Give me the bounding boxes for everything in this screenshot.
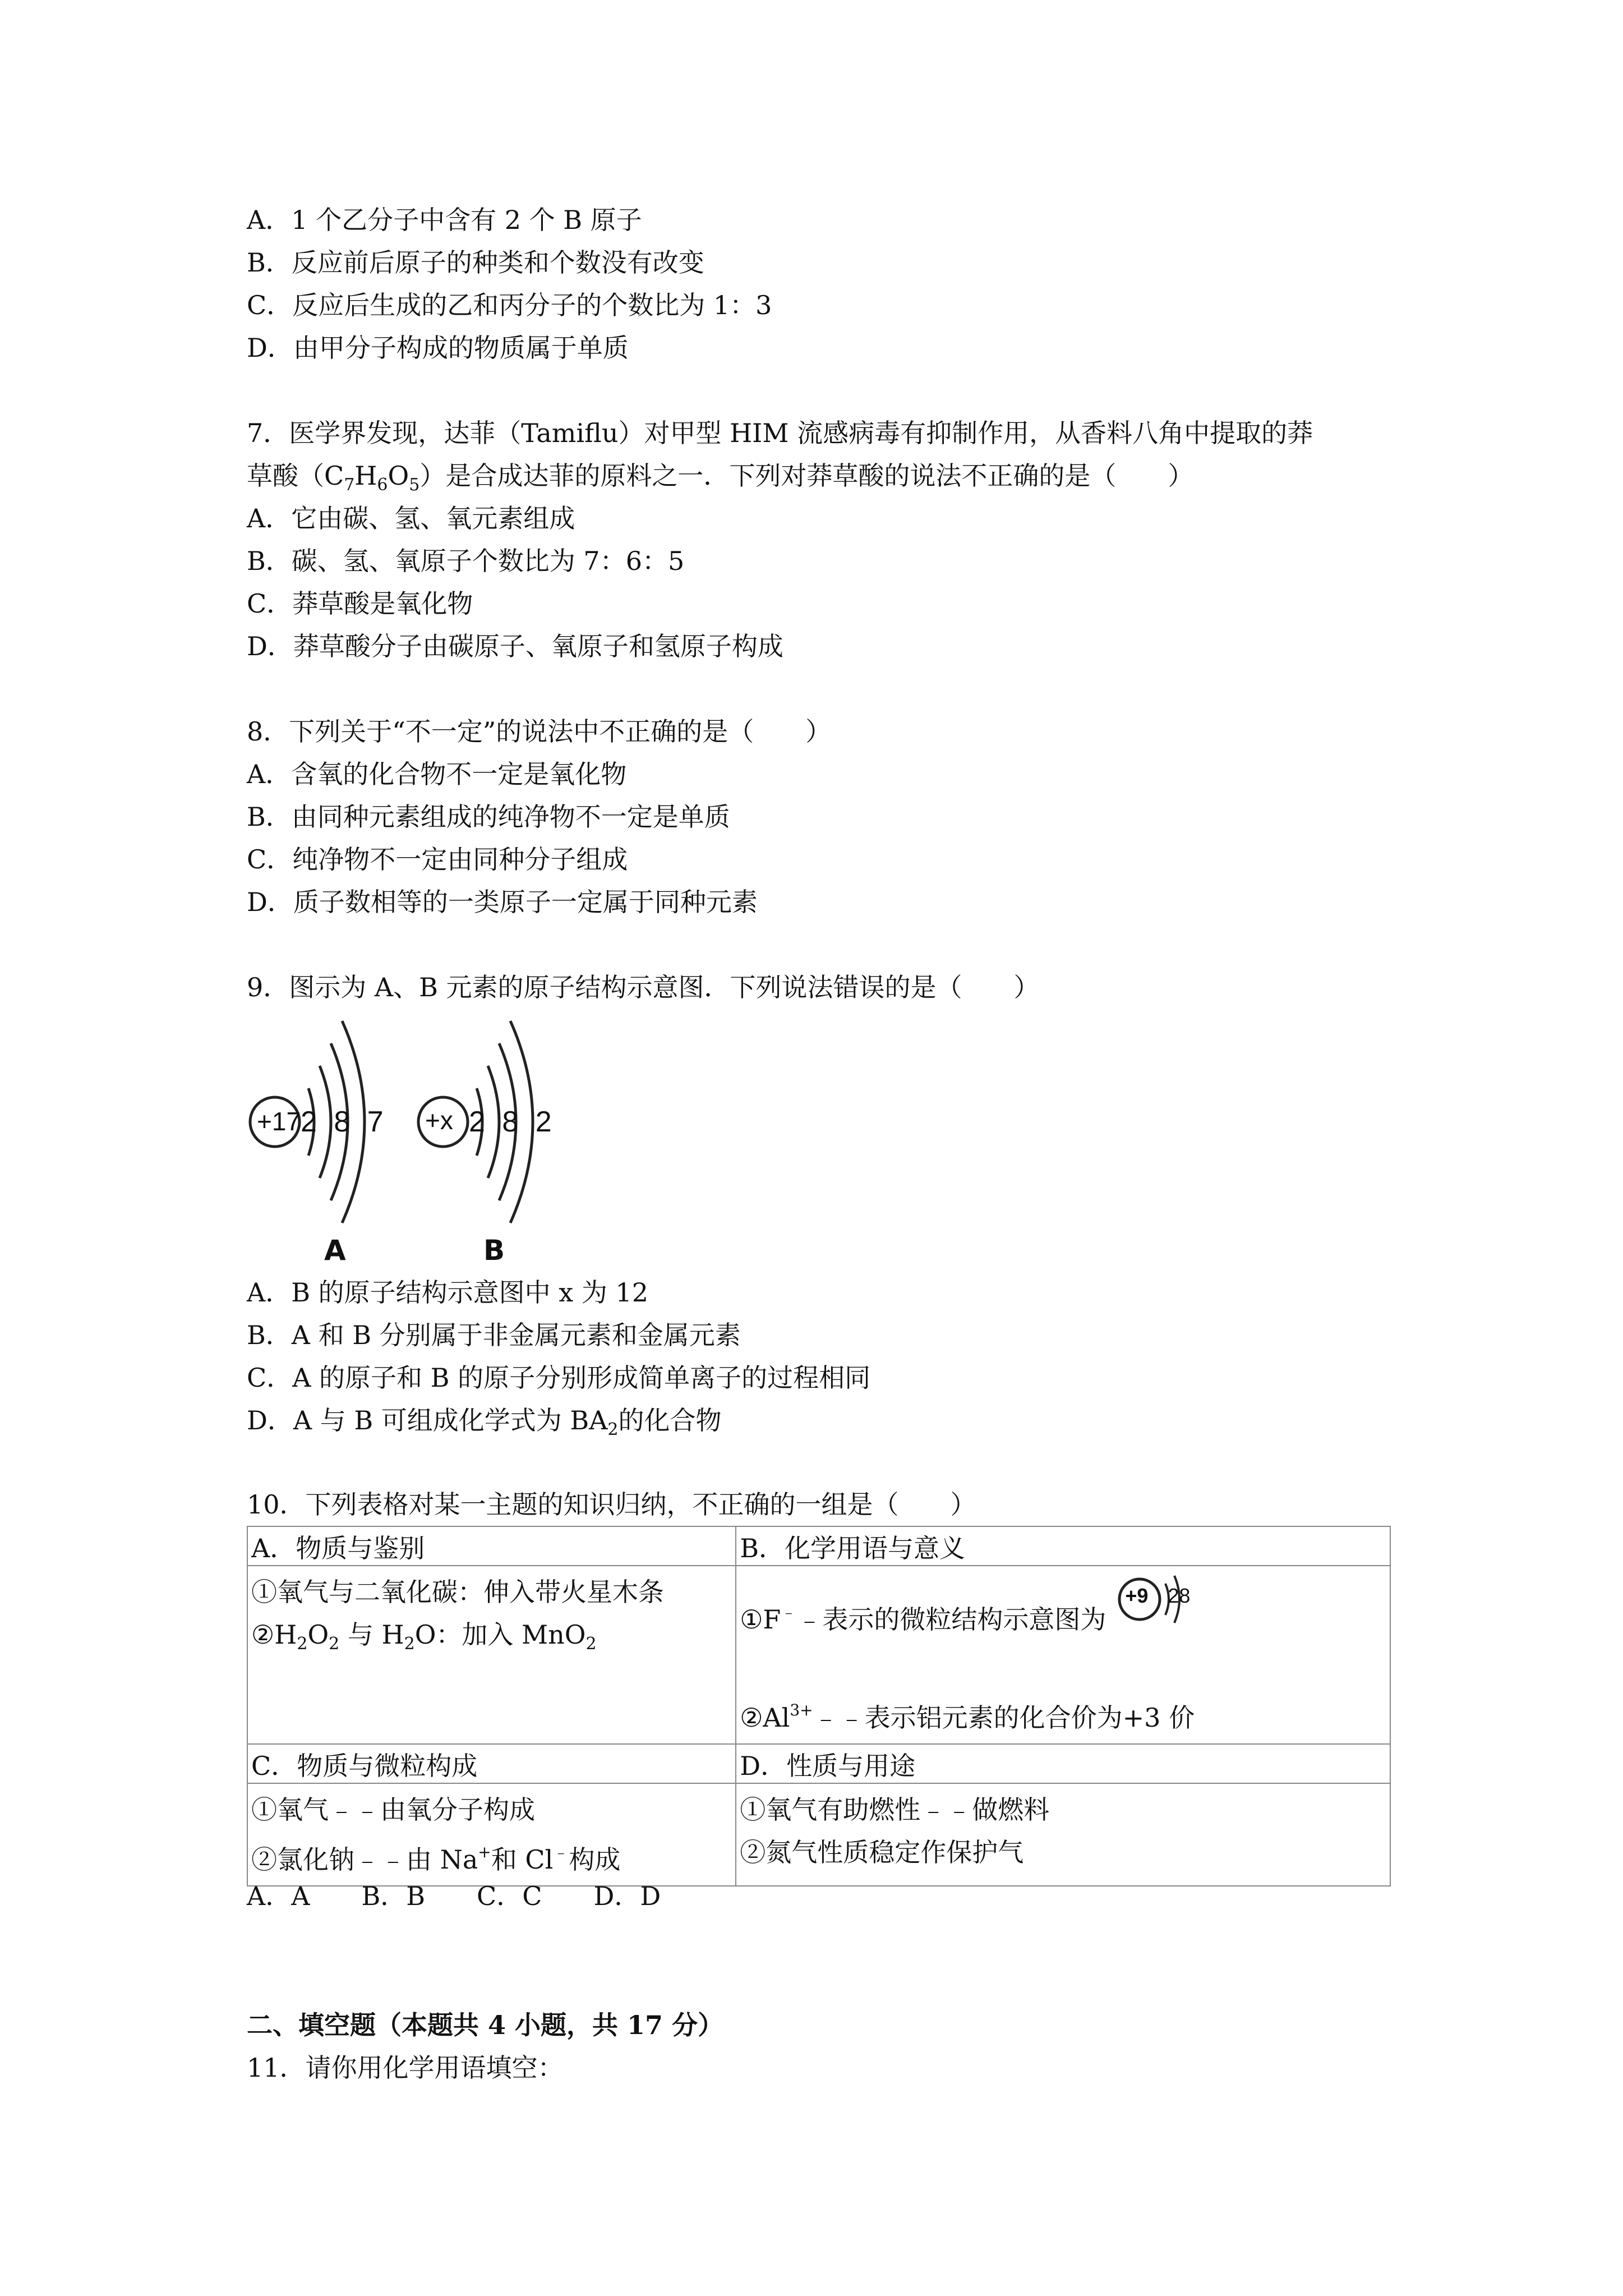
table-cell-c-title: C．物质与微粒构成 (247, 1744, 736, 1783)
table-c-line2: ②氯化钠﹣﹣由 Na+和 Cl﹣构成 (251, 1843, 621, 1875)
table-a-line2: $②H_2O_2$ 与 $H_2O$：加入 MnO$_2$ (251, 1619, 597, 1654)
table-d-line1: ①氧气有助燃性﹣﹣做燃料 (740, 1795, 1050, 1825)
table-cell-a-body (247, 1566, 736, 1744)
q9-option-d: D．A 与 B 可组成化学式为 $BA_2$的化合物 (247, 1405, 722, 1439)
q7-stem-line2: 草酸$(C_7H_6O_5)$是合成达菲的原料之一．下列对莽草酸的说法不正确的是（ ） (247, 461, 1194, 495)
atom-b-nucleus: +x (425, 1106, 453, 1135)
q8-stem: 8．下列关于“不一定”的说法中不正确的是（ ） (247, 716, 832, 747)
q8-option-b: B．由同种元素组成的纯净物不一定是单质 (247, 802, 730, 832)
q9-option-c: C．A 的原子和 B 的原子分别形成简单离子的过程相同 (247, 1363, 871, 1393)
atom-a-nucleus: +17 (257, 1107, 301, 1136)
q6-option-b: B．反应前后原子的种类和个数没有改变 (247, 247, 704, 278)
q10-stem: 10．下列表格对某一主题的知识归纳，不正确的一组是（ ） (247, 1489, 976, 1520)
q6-option-a: A．1 个乙分子中含有 2 个 B 原子 (247, 205, 642, 235)
q6-option-d: D．由甲分子构成的物质属于单质 (247, 333, 629, 363)
atom-b-diagram (415, 1021, 572, 1245)
table-cell-d-body (736, 1783, 1390, 1886)
q8-option-a: A．含氧的化合物不一定是氧化物 (247, 759, 627, 789)
table-d-line2: ②氮气性质稳定作保护气 (740, 1837, 1024, 1867)
table-cell-c-body (247, 1783, 736, 1886)
table-c-line1: ①氧气﹣﹣由氧分子构成 (251, 1795, 535, 1825)
atom-a-electrons: 2 8 7 (301, 1106, 388, 1138)
q9-option-a: A．B 的原子结构示意图中 x 为 12 (247, 1277, 648, 1308)
q7-option-c: C．莽草酸是氧化物 (247, 588, 473, 619)
table-cell-a-title: A．物质与鉴别 (247, 1526, 736, 1566)
section2-title: 二、填空题（本题共 4 小题，共 17 分） (247, 2010, 724, 2040)
table-b-line1: ①F﹣﹣表示的微粒结构示意图为 +9 28 (740, 1591, 1386, 1650)
atom-a-diagram (247, 1021, 404, 1245)
q7-option-b: B．碳、氢、氧原子个数比为 7：6：5 (247, 546, 685, 576)
q7-option-d: D．莽草酸分子由碳原子、氧原子和氢原子构成 (247, 631, 783, 661)
q10-answer-options: A．A B．B C．C D．D (247, 1881, 661, 1911)
q9-option-b: B．A 和 B 分别属于非金属元素和金属元素 (247, 1320, 741, 1350)
table-cell-b-title: B．化学用语与意义 (736, 1526, 1390, 1566)
q8-option-d: D．质子数相等的一类原子一定属于同种元素 (247, 887, 758, 917)
atom-b-electrons: 2 8 2 (469, 1106, 556, 1138)
table-a-line1: ①氧气与二氧化碳：伸入带火星木条 (251, 1577, 664, 1607)
fluoride-electrons: 28 (1168, 1584, 1191, 1607)
atom-b-caption: B (483, 1234, 505, 1267)
fluoride-nucleus: +9 (1125, 1584, 1149, 1607)
q11-stem: 11．请你用化学用语填空： (247, 2053, 564, 2083)
table-b-line2: $②Al^{3+}﹣﹣$表示铝元素的化合价为+3 价 (740, 1701, 1195, 1733)
table-cell-d-title: D．性质与用途 (736, 1744, 1390, 1783)
knowledge-table (247, 1526, 1391, 1887)
table-cell-b-body (736, 1566, 1390, 1744)
q8-option-c: C．纯净物不一定由同种分子组成 (247, 844, 628, 875)
atom-a-caption: A (324, 1234, 346, 1267)
fluoride-ion-diagram (1110, 1584, 1211, 1650)
q7-option-a: A．它由碳、氢、氧元素组成 (247, 503, 575, 533)
q7-stem-line1: 7．医学界发现，达菲（Tamiflu）对甲型 HIM 流感病毒有抑制作用，从香料八角中提取的莽 (247, 418, 1313, 448)
q6-option-c: C．反应后生成的乙和丙分子的个数比为 1：3 (247, 290, 772, 320)
q9-stem: 9．图示为 A、B 元素的原子结构示意图．下列说法错误的是（ ） (247, 972, 1040, 1002)
